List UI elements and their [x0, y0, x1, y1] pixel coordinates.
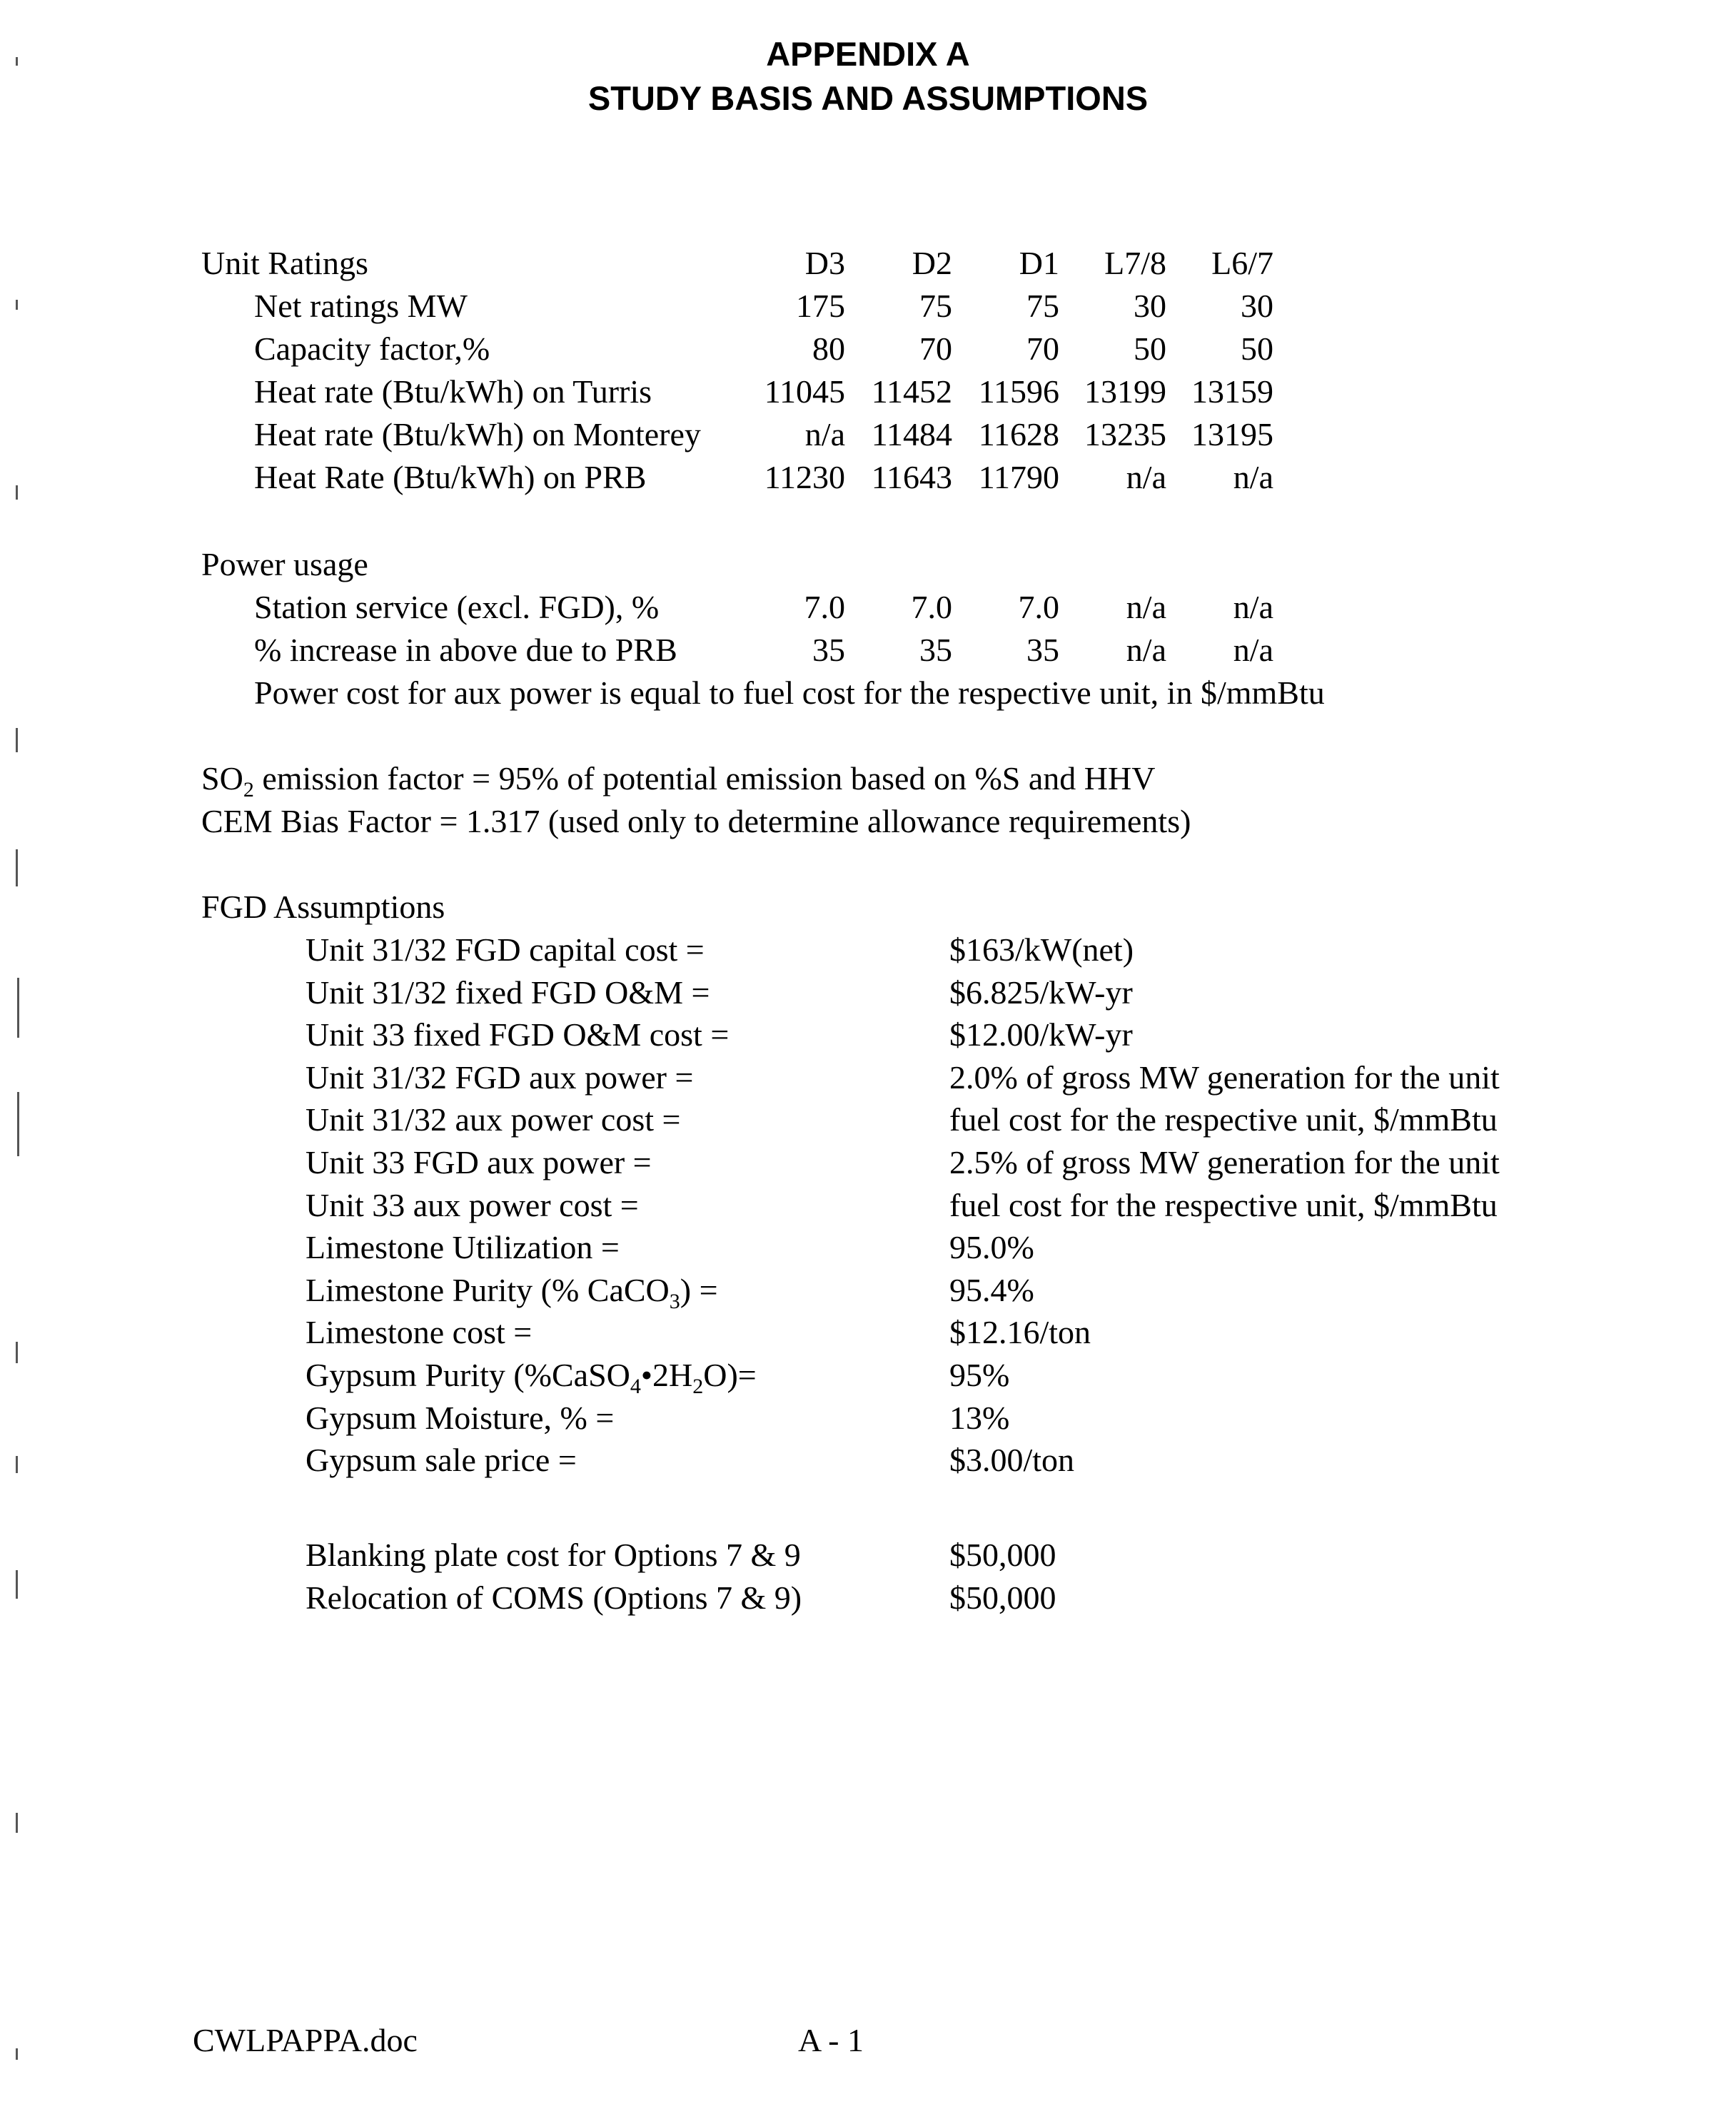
- fgd-item-value: $12.00/kW-yr: [949, 1016, 1133, 1053]
- table-cell: 70: [1026, 330, 1059, 367]
- table-cell: 13159: [1191, 373, 1273, 410]
- page-number: A - 1: [798, 2022, 864, 2058]
- table-cell: 50: [1241, 330, 1273, 367]
- fgd-item-value: $12.16/ton: [949, 1314, 1091, 1351]
- table-cell: 35: [1026, 632, 1059, 668]
- fgd-item-value: $3.00/ton: [949, 1442, 1075, 1479]
- table-cell: n/a: [1126, 589, 1166, 625]
- row-label: Heat Rate (Btu/kWh) on PRB: [254, 459, 647, 495]
- fgd-item-label: Gypsum sale price =: [306, 1442, 577, 1479]
- fgd-item-label: Gypsum Moisture, % =: [306, 1399, 615, 1436]
- table-cell: n/a: [1233, 459, 1273, 495]
- column-header: D3: [804, 245, 845, 281]
- fgd-item-value: fuel cost for the respective unit, $/mmBtu: [949, 1101, 1498, 1138]
- column-header: L6/7: [1211, 245, 1273, 281]
- table-cell: 30: [1134, 288, 1166, 324]
- column-header: D1: [1019, 245, 1059, 281]
- footer-filename: CWLPAPPA.doc: [193, 2022, 418, 2058]
- so2-prefix: SO: [201, 760, 243, 796]
- appendix-subtitle: STUDY BASIS AND ASSUMPTIONS: [587, 79, 1149, 117]
- fgd-item-label: Limestone cost =: [306, 1314, 533, 1351]
- table-cell: n/a: [804, 416, 845, 452]
- fgd-assumptions-label: FGD Assumptions: [201, 889, 445, 925]
- fgd-item-value: $6.825/kW-yr: [949, 974, 1133, 1011]
- table-cell: 30: [1241, 288, 1273, 324]
- fgd-item-label: Unit 31/32 fixed FGD O&M =: [306, 974, 710, 1011]
- table-cell: 70: [919, 330, 952, 367]
- row-label: Net ratings MW: [254, 288, 468, 324]
- table-cell: 35: [919, 632, 952, 668]
- table-cell: n/a: [1126, 632, 1166, 668]
- table-cell: 11230: [764, 459, 845, 495]
- fgd-item-value: $163/kW(net): [949, 931, 1134, 968]
- so2-rest: emission factor = 95% of potential emission based on %S and HHV: [253, 760, 1156, 796]
- table-cell: 13199: [1084, 373, 1166, 410]
- fgd-item-value: 95.4%: [949, 1271, 1034, 1308]
- fgd-extra-label: Blanking plate cost for Options 7 & 9: [306, 1537, 801, 1573]
- fgd-extra-value: $50,000: [949, 1579, 1056, 1616]
- unit-ratings-label: Unit Ratings: [201, 245, 368, 281]
- power-usage-label: Power usage: [201, 546, 368, 582]
- table-cell: n/a: [1126, 459, 1166, 495]
- table-cell: 13195: [1191, 416, 1273, 452]
- table-cell: 11045: [764, 373, 845, 410]
- fgd-extra-value: $50,000: [949, 1537, 1056, 1573]
- fgd-item-label: Unit 33 FGD aux power =: [306, 1144, 652, 1180]
- table-cell: 75: [919, 288, 952, 324]
- row-label: Heat rate (Btu/kWh) on Turris: [254, 373, 652, 410]
- fgd-item-label: Unit 33 fixed FGD O&M cost =: [306, 1016, 730, 1053]
- fgd-item-label: Limestone Utilization =: [306, 1229, 620, 1266]
- table-cell: 7.0: [1018, 589, 1059, 625]
- table-cell: 7.0: [804, 589, 845, 625]
- table-cell: 11452: [871, 373, 952, 410]
- appendix-title: APPENDIX A: [766, 35, 970, 73]
- table-cell: 11628: [978, 416, 1059, 452]
- column-header: D2: [912, 245, 952, 281]
- table-cell: 11596: [978, 373, 1059, 410]
- table-cell: 7.0: [911, 589, 952, 625]
- fgd-item-label: Unit 31/32 FGD aux power =: [306, 1058, 694, 1096]
- table-cell: 35: [812, 632, 845, 668]
- fgd-item-label: Unit 33 aux power cost =: [306, 1186, 639, 1223]
- row-label: Capacity factor,%: [254, 330, 490, 367]
- fgd-item-value: 95%: [949, 1357, 1010, 1393]
- fgd-item-label: Unit 31/32 FGD capital cost =: [306, 931, 705, 968]
- table-cell: 75: [1026, 288, 1059, 324]
- fgd-item-value: 95.0%: [949, 1229, 1034, 1266]
- row-label: Station service (excl. FGD), %: [254, 589, 660, 625]
- fgd-item-label: Limestone Purity (% CaCO$_3$) =: [306, 1271, 718, 1313]
- table-cell: 50: [1134, 330, 1166, 367]
- so2-subscript: 2: [243, 778, 254, 802]
- fgd-item-value: 2.0% of gross MW generation for the unit: [949, 1058, 1500, 1096]
- table-cell: 175: [796, 288, 845, 324]
- table-cell: 11643: [871, 459, 952, 495]
- row-label: % increase in above due to PRB: [254, 632, 677, 668]
- fgd-extra-label: Relocation of COMS (Options 7 & 9): [306, 1579, 802, 1616]
- table-cell: 13235: [1084, 416, 1166, 452]
- fgd-item-value: fuel cost for the respective unit, $/mmBtu: [949, 1186, 1498, 1223]
- table-cell: 11790: [978, 459, 1059, 495]
- table-cell: 80: [812, 330, 845, 367]
- row-label: Heat rate (Btu/kWh) on Monterey: [254, 416, 701, 452]
- fgd-item-label: Unit 31/32 aux power cost =: [306, 1101, 681, 1138]
- table-cell: 11484: [871, 416, 952, 452]
- fgd-item-value: 13%: [949, 1399, 1010, 1436]
- table-cell: n/a: [1233, 589, 1273, 625]
- fgd-item-value: 2.5% of gross MW generation for the unit: [949, 1144, 1500, 1180]
- fgd-item-label: Gypsum Purity $(\%CaSO_4•2H_2O)=$: [306, 1357, 757, 1399]
- power-cost-note: Power cost for aux power is equal to fuel cost for the respective unit, in $/mmBtu: [254, 674, 1325, 711]
- table-cell: n/a: [1233, 632, 1273, 668]
- cem-bias-line: CEM Bias Factor = 1.317 (used only to determine allowance requirements): [201, 803, 1191, 839]
- column-header: L7/8: [1104, 245, 1166, 281]
